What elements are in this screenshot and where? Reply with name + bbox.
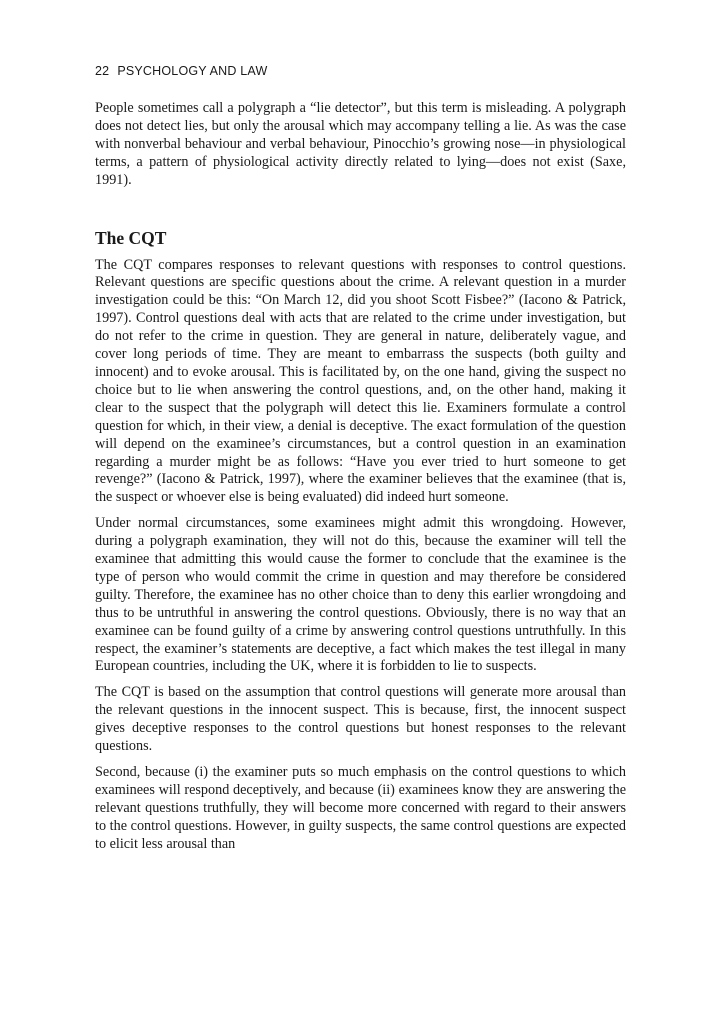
running-title: PSYCHOLOGY AND LAW [117,64,268,78]
running-header [95,64,626,78]
body-paragraph-2: Under normal circumstances, some examinees might admit this wrongdoing. However, during a polygraph examination, they will not do this, because the examiner will tell the examinee that admitting this would cause the former to conclude that the examinee is the type of person who would commit the crime in question and may therefore be considered guilty. Therefore, the examinee has no other choice than to deny this earlier wrongdoing and thus to be untruthful in answering the control questions. Obviously, there is no way that an examinee can be found guilty of a crime by answering control questions untruthfully. In this respect, the examiner’s statements are deceptive, a fact which makes the test illegal in many European countries, including the UK, where it is forbidden to lie to suspects. [95,515,626,675]
section-heading: The CQT [95,227,167,248]
page-number: 22 [95,64,110,78]
body-paragraph-3: The CQT is based on the assumption that control questions will generate more arousal than the relevant questions in the innocent suspect. This is because, first, the innocent suspect gives deceptive responses to the control questions but honest responses to the relevant questions. [95,684,626,755]
body-paragraph-4: Second, because (i) the examiner puts so much emphasis on the control questions to which examinees will respond deceptively, and because (ii) examinees know they are answering the relevant questions truthfully, they will become more concerned with regard to their answers to the control questions. However, in guilty suspects, the same control questions are expected to elicit less arousal than [95,764,626,852]
intro-paragraph: People sometimes call a polygraph a “lie detector”, but this term is misleading. A polygraph does not detect lies, but only the arousal which may accompany telling a lie. As was the case with nonverbal behaviour and verbal behaviour, Pinocchio’s growing nose—in physiological terms, a pattern of physiological activity directly related to lying—does not exist (Saxe, 1991). [95,100,626,188]
body-paragraph-1: The CQT compares responses to relevant questions with responses to control questions. Relevant questions are specific questions about the crime. A relevant question in a murder investigation could be this: “On March 12, did you shoot Scott Fisbee?” (Iacono & Patrick, 1997). Control questions deal with acts that are related to the crime under investigation, but do not refer to the crime in question. They are general in nature, deliberately vague, and cover long periods of time. They are meant to embarrass the suspects (both guilty and innocent) and to evoke arousal. This is facilitated by, on the one hand, giving the suspect no choice but to lie when answering the control questions, and, on the other hand, making it clear to the suspect that the polygraph will detect this lie. Examiners formulate a control question for which, in their view, a denial is deceptive. The exact formulation of the question will depend on the examinee’s circumstances, but a control question in an examination regarding a murder might be as follows: “Have you ever tried to hurt someone to get revenge?” (Iacono & Patrick, 1997), where the examiner believes that the examinee (that is, the suspect or whoever else is being evaluated) did indeed hurt someone. [95,256,626,506]
book-page [95,64,626,862]
